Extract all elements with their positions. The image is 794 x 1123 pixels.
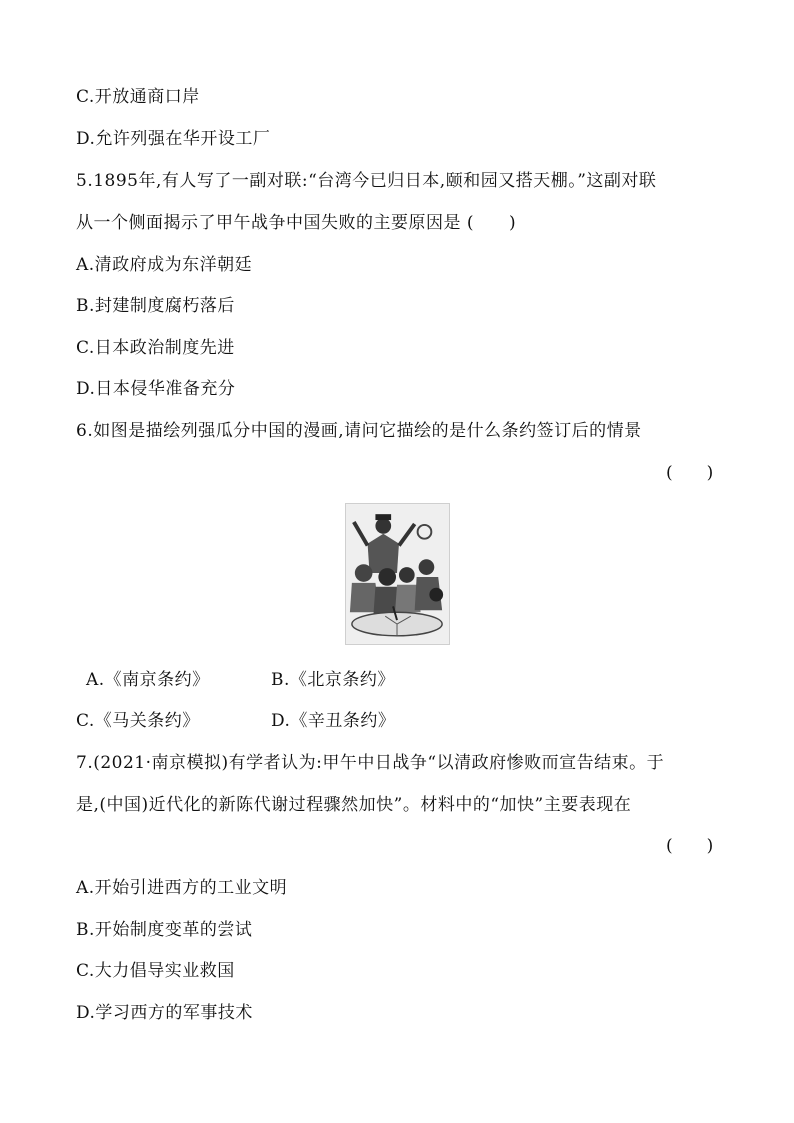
q6-stem: 6.如图是描绘列强瓜分中国的漫画,请问它描绘的是什么条约签订后的情景	[76, 421, 642, 441]
partition-cartoon-image	[345, 503, 450, 645]
q5-stem-line-1: 5.1895年,有人写了一副对联:“台湾今已归日本,颐和园又搭天棚。”这副对联	[76, 171, 657, 191]
q5-option-a: A.清政府成为东洋朝廷	[76, 255, 253, 275]
q7-answer-paren: ( )	[666, 836, 714, 856]
q7-option-a: A.开始引进西方的工业文明	[76, 878, 288, 898]
cartoon-illustration	[346, 504, 449, 644]
q4-option-c: C.开放通商口岸	[76, 87, 200, 107]
q7-option-d: D.学习西方的军事技术	[76, 1003, 253, 1023]
q7-option-c: C.大力倡导实业救国	[76, 961, 235, 981]
q6-answer-paren: ( )	[666, 463, 714, 483]
q6-option-a: A.《南京条约》	[86, 670, 210, 690]
q5-option-c: C.日本政治制度先进	[76, 338, 235, 358]
q5-option-b: B.封建制度腐朽落后	[76, 296, 235, 316]
q5-stem-line-2: 从一个侧面揭示了甲午战争中国失败的主要原因是 ( )	[76, 213, 517, 233]
q6-option-b: B.《北京条约》	[271, 670, 395, 690]
q6-option-d: D.《辛丑条约》	[271, 711, 396, 731]
q7-option-b: B.开始制度变革的尝试	[76, 920, 253, 940]
q6-option-c: C.《马关条约》	[76, 711, 200, 731]
q7-stem-line-2: 是,(中国)近代化的新陈代谢过程骤然加快”。材料中的“加快”主要表现在	[76, 795, 632, 815]
q7-stem-line-1: 7.(2021·南京模拟)有学者认为:甲午中日战争“以清政府惨败而宣告结束。于	[76, 753, 665, 773]
q5-option-d: D.日本侵华准备充分	[76, 379, 236, 399]
q4-option-d: D.允许列强在华开设工厂	[76, 129, 271, 149]
